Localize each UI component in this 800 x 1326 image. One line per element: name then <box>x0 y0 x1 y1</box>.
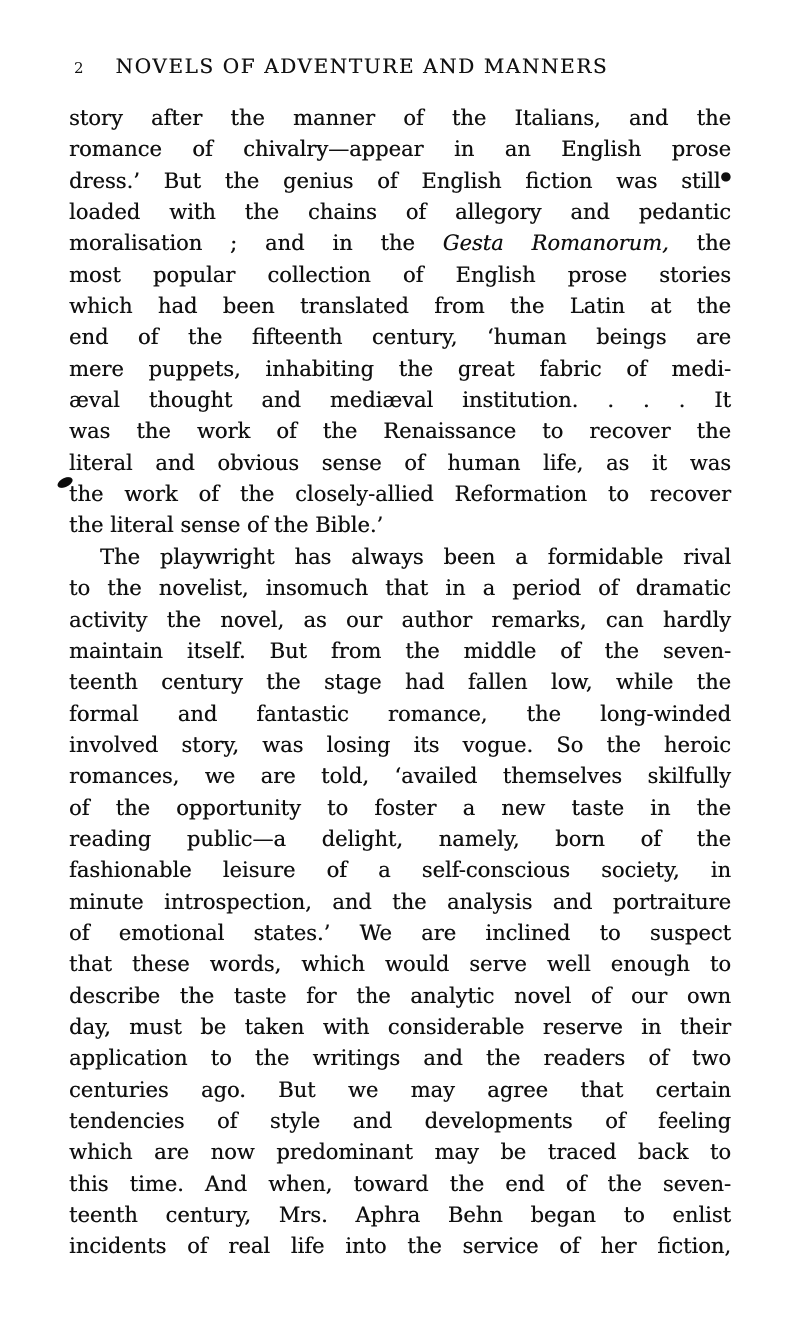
text-line <box>69 981 731 1012</box>
text-line <box>69 824 731 855</box>
text-line <box>69 260 731 291</box>
page-number: 2 <box>74 59 85 77</box>
text-segment: of the opportunity to foster a new taste in the <box>69 795 731 820</box>
text-segment: involved story, was losing its vogue. So the heroic <box>69 732 731 757</box>
paragraph <box>69 542 731 1263</box>
text-segment: the work of the closely-allied Reformation to recover <box>69 482 731 507</box>
text-line <box>69 918 731 949</box>
text-line <box>69 385 731 416</box>
text-line <box>69 730 731 761</box>
text-line <box>69 291 731 322</box>
text-segment: literal and obvious sense of human life, as it was <box>69 450 731 475</box>
text-segment: teenth century the stage had fallen low, while the <box>69 670 731 695</box>
text-line <box>69 1075 731 1106</box>
text-segment: moralisation ; and in the <box>69 231 443 256</box>
text-line <box>69 793 731 824</box>
text-line <box>69 1043 731 1074</box>
text-line <box>69 1231 731 1262</box>
text-line <box>69 887 731 918</box>
text-line <box>69 134 731 165</box>
text-segment: minute introspection, and the analysis and portraiture <box>69 889 731 914</box>
text-segment: end of the fifteenth century, ‘human beings are <box>69 325 731 350</box>
text-segment: of emotional states.’ We are inclined to suspect <box>69 920 731 945</box>
text-segment: incidents of real life into the service of her fiction, <box>69 1234 731 1259</box>
text-line <box>69 855 731 886</box>
text-line <box>69 322 731 353</box>
text-line <box>69 667 731 698</box>
text-segment: æval thought and mediæval institution. . . . It <box>69 388 731 413</box>
running-header: NOVELS OF ADVENTURE AND MANNERS <box>115 54 609 78</box>
text-line <box>69 1106 731 1137</box>
text-line <box>69 416 731 447</box>
text-segment: romance of chivalry—appear in an English prose <box>69 137 731 162</box>
paragraph <box>69 103 731 542</box>
text-line <box>69 699 731 730</box>
text-segment: reading public—a delight, namely, born of the <box>69 826 731 851</box>
text-segment: The playwright has always been a formidable rival <box>100 544 731 569</box>
text-line <box>69 542 731 573</box>
text-segment: that these words, which would serve well enough to <box>69 952 731 977</box>
text-segment: was the work of the Renaissance to recover the <box>69 419 731 444</box>
text-line <box>69 448 731 479</box>
text-segment: Gesta Romanorum, <box>442 231 669 256</box>
page-body <box>69 103 731 1263</box>
text-line <box>69 1169 731 1200</box>
text-line: dress.’ But the genius of English fiction was still● <box>69 168 731 193</box>
text-segment: which had been translated from the Latin at the <box>69 294 731 319</box>
text-segment: the literal sense of the Bible.’ <box>69 513 384 538</box>
page-header <box>74 54 732 78</box>
text-segment: story after the manner of the Italians, and the <box>69 106 731 130</box>
text-segment: tendencies of style and developments of feeling <box>69 1109 731 1133</box>
text-line <box>69 510 731 541</box>
text-segment: the <box>668 231 731 256</box>
text-line <box>69 479 731 510</box>
text-line <box>69 1200 731 1231</box>
text-line <box>69 1137 731 1168</box>
text-segment: formal and fantastic romance, the long-winded <box>69 701 731 726</box>
text-line <box>69 605 731 636</box>
text-segment: activity the novel, as our author remarks, can hardly <box>69 607 731 632</box>
text-line <box>69 197 731 228</box>
text-segment: most popular collection of English prose stories <box>69 262 731 287</box>
text-line <box>69 1012 731 1043</box>
text-segment: maintain itself. But from the middle of the seven- <box>69 638 731 663</box>
text-line <box>69 636 731 667</box>
text-segment: to the novelist, insomuch that in a period of dramatic <box>69 576 731 601</box>
text-segment: teenth century, Mrs. Aphra Behn began to enlist <box>69 1203 731 1228</box>
text-line <box>69 228 731 259</box>
text-segment: application to the writings and the readers of two <box>69 1046 731 1071</box>
text-segment: day, must be taken with considerable reserve in their <box>69 1014 731 1039</box>
text-segment: fashionable leisure of a self-conscious society, in <box>69 858 731 883</box>
text-segment: mere puppets, inhabiting the great fabric of medi- <box>69 356 731 381</box>
text-line <box>69 761 731 792</box>
text-line <box>69 103 731 134</box>
text-segment: describe the taste for the analytic novel of our own <box>69 983 731 1008</box>
text-segment: which are now predominant may be traced back to <box>69 1140 731 1165</box>
text-segment: loaded with the chains of allegory and pedantic <box>69 200 731 225</box>
text-line <box>69 573 731 604</box>
text-segment: this time. And when, toward the end of the seven- <box>69 1171 731 1196</box>
text-segment: dress.’ But the genius of English fiction was still <box>69 168 721 193</box>
text-segment: romances, we are told, ‘availed themselves skilfully <box>69 764 731 789</box>
text-line <box>69 354 731 385</box>
text-segment: centuries ago. But we may agree that certain <box>69 1077 731 1102</box>
text-line <box>69 949 731 980</box>
